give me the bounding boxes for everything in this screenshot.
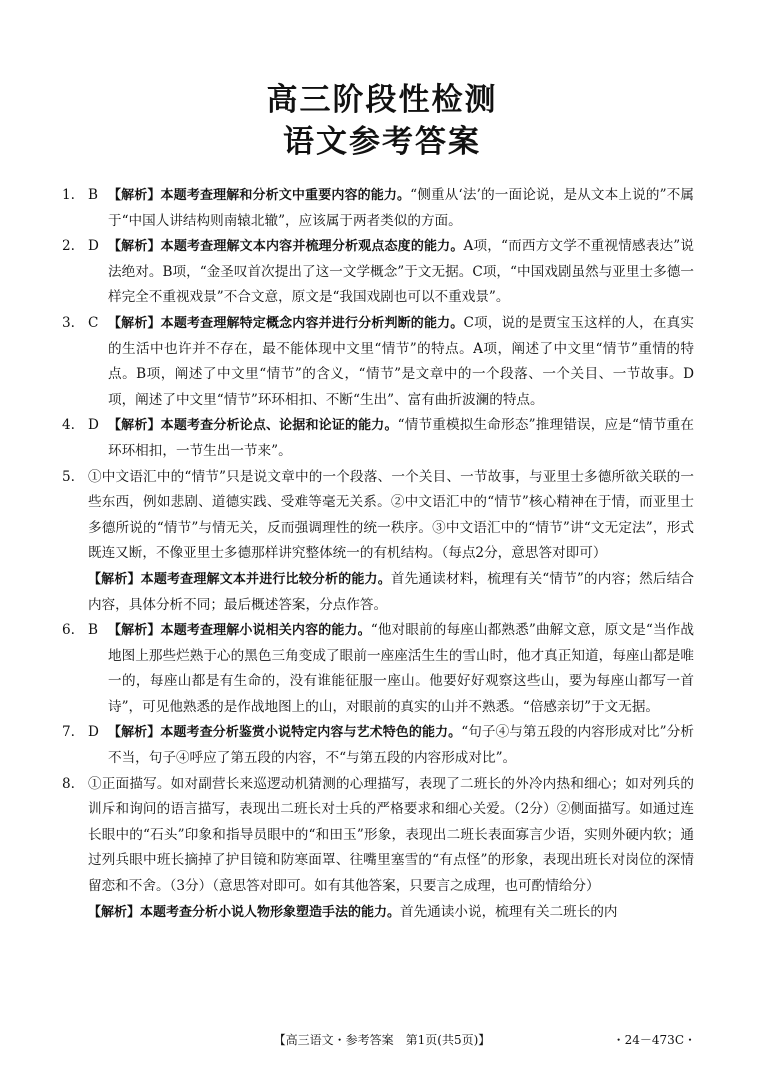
footer-page-info: 【高三语文・参考答案 第1页(共5页)】 [273, 1033, 491, 1047]
answer-item [62, 772, 694, 900]
answer-item [62, 567, 694, 618]
explanation-text: “句子④与第五段的内容形成对比”分析不当，句子④呼应了第五段的内容，不“与第五段的内容形成对比”。 [108, 724, 694, 767]
answer-text [108, 720, 694, 771]
answer-choice: D [88, 238, 99, 255]
answer-text [108, 311, 694, 413]
explanation-text: ①正面描写。如对副营长来巡逻动机猜测的心理描写，表现了二班长的外冷内热和细心；如对列兵的训斥和询问的语言描写，表现出二班长对士兵的严格要求和细心关爱。（2分）②侧面描写。如通过连长眼中的“石头”印象和指导员眼中的“和田玉”形象，表现出二班长表面寡言少语，实则外硬内软；通过列兵眼中班长摘掉了护目镜和防寒面罩、往嘴里塞雪的“有点怪”的形象，表现出班长对岗位的深情留恋和不舍。（3分）（意思答对即可。如有其他答案，只要言之成理，也可酌情给分） [88, 775, 694, 895]
answer-item [62, 183, 694, 234]
analysis-label: 【解析】本题考查理解和分析文中重要内容的能力。 [108, 188, 411, 203]
answer-item [62, 234, 694, 311]
answer-choice: C [88, 314, 99, 331]
analysis-label: 【解析】本题考查分析论点、论据和论证的能力。 [108, 418, 398, 434]
analysis-label: 【解析】本题考查分析小说人物形象塑造手法的能力。 [88, 904, 401, 920]
answer-item [62, 413, 694, 464]
answer-text [108, 413, 694, 464]
answer-text [108, 183, 694, 234]
question-number: 3. [62, 314, 75, 331]
answer-choice: D [88, 724, 99, 741]
answer-choice: B [88, 622, 98, 639]
explanation-text: ①中文语汇中的“情节”只是说文章中的一个段落、一个关目、一节故事，与亚里士多德所欲关联的一些东西，例如悲剧、道德实践、受难等毫无关系。②中文语汇中的“情节”核心精神在于情，而亚里士多德所说的“情节”与情无关，反而强调理性的统一秩序。③中文语汇中的“情节”讲“文无定法”，形式既连又断，不像亚里士多德那样讲究整体统一的有机结构。（每点2分，意思答对即可） [88, 468, 694, 562]
page-title: 高三阶段性检测 [266, 82, 498, 118]
explanation-text: C项，说的是贾宝玉这样的人，在真实的生活中也许并不存在，最不能体现中文里“情节”的特点。A项，阐述了中文里“情节”重情的特点。B项，阐述了中文里“情节”的含义，“情节”是文章中的一个段落、一个关目、一节故事。D项，阐述了中文里“情节”环环相扣、不断“生出”、富有曲折波澜的特点。 [108, 314, 694, 408]
explanation-text: “侧重从‘法’的一面论说，是从文本上说的”不属于“中国人讲结构则南辕北辙”，应该属于两者类似的方面。 [108, 187, 694, 229]
answer-text [108, 234, 694, 311]
explanation-text: A项，“而西方文学不重视情感表达”说法绝对。B项，“金圣叹首次提出了这一文学概念”于文无据。C项，“中国戏剧虽然与亚里士多德一样完全不重视戏景”不合文意，原文是“我国戏剧也可以不重戏景”。 [108, 238, 694, 306]
answer-list [62, 183, 694, 925]
question-number: 2. [62, 238, 75, 255]
answer-text [108, 618, 694, 720]
answer-item [62, 618, 694, 720]
question-number: 1. [62, 187, 75, 203]
question-number: 7. [62, 724, 75, 741]
page-footer [0, 1030, 764, 1050]
answer-text [88, 465, 694, 567]
explanation-text: 首先通读小说，梳理有关二班长的内 [400, 903, 618, 920]
question-number: 4. [62, 417, 75, 434]
explanation-text: 首先通读材料，梳理有关“情节”的内容；然后结合内容，具体分析不同；最后概述答案，分点作答。 [88, 570, 694, 613]
answer-item [62, 900, 694, 926]
answer-item [62, 465, 694, 567]
analysis-label: 【解析】本题考查理解小说相关内容的能力。 [108, 623, 371, 639]
analysis-label: 【解析】本题考查理解文本内容并梳理分析观点态度的能力。 [108, 239, 464, 255]
footer-code: ・24－473C・ [612, 1033, 696, 1047]
explanation-text: “情节重模拟生命形态”推理错误，应是“情节重在环环相扣，一节生出一节来”。 [108, 417, 694, 459]
question-number: 6. [62, 622, 75, 639]
page-subtitle: 语文参考答案 [283, 124, 481, 160]
answer-item [62, 311, 694, 413]
question-number: 5. [62, 468, 75, 485]
question-number: 8. [62, 775, 75, 792]
answer-choice: B [88, 187, 98, 203]
analysis-label: 【解析】本题考查理解特定概念内容并进行分析判断的能力。 [108, 315, 464, 331]
answer-choice: D [88, 417, 99, 434]
answer-text [88, 772, 694, 900]
explanation-text: “他对眼前的每座山都熟悉”曲解文意，原文是“当作战地图上那些烂熟于心的黑色三角变成了眼前一座座活生生的雪山时，他才真正知道，每座山都是唯一的，每座山都是有生命的，没有谁能征服一座山。他要好好观察这些山，要为每座山都写一首诗”，可见他熟悉的是作战地图上的山，对眼前的真实的山并不熟悉。“倍感亲切”于文无据。 [108, 622, 694, 715]
analysis-label: 【解析】本题考查分析鉴赏小说特定内容与艺术特色的能力。 [108, 725, 462, 741]
analysis-label: 【解析】本题考查理解文本并进行比较分析的能力。 [88, 571, 391, 587]
answer-item [62, 720, 694, 771]
